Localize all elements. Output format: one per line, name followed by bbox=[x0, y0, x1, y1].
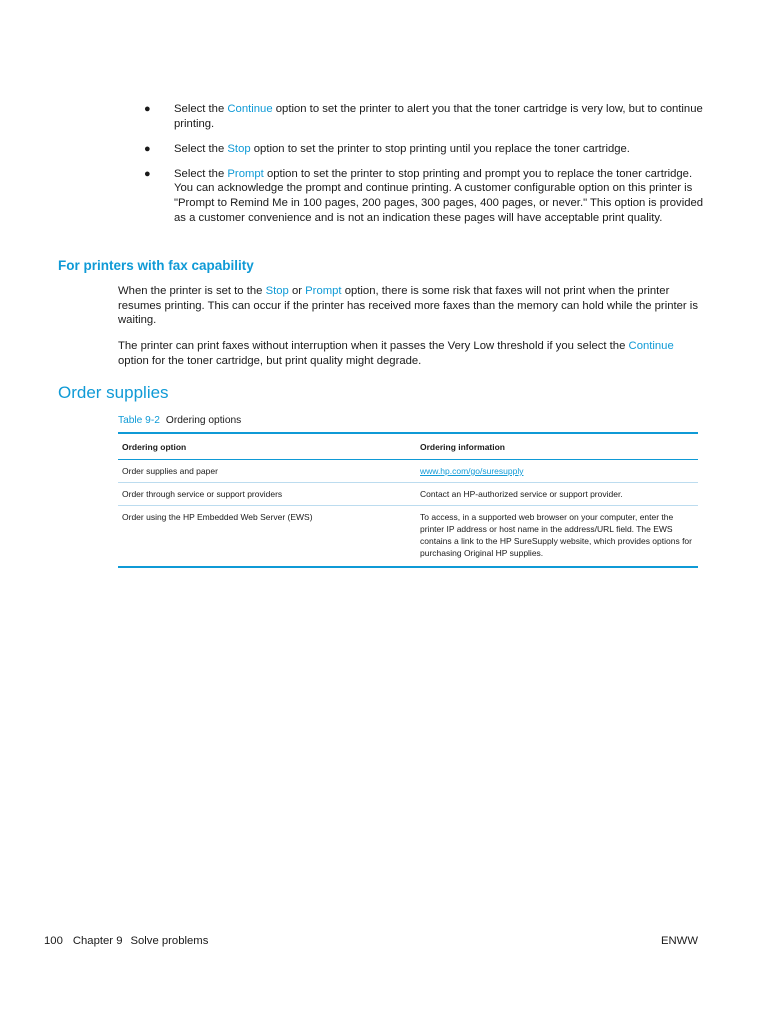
table-number: Table 9-2 bbox=[118, 415, 160, 426]
table-cell: Contact an HP-authorized service or support provider. bbox=[416, 483, 698, 506]
fax-paragraph-2: The printer can print faxes without interruption when it passes the Very Low threshold if you select the Continue option for the toner cartridge, but print quality might degrade. bbox=[118, 340, 674, 367]
table-row bbox=[118, 460, 698, 483]
column-header: Ordering information bbox=[416, 433, 698, 460]
list-item: ● Select the Stop option to set the printer to stop printing until you replace the toner cartridge. bbox=[144, 142, 630, 155]
footer-right-label: ENWW bbox=[660, 935, 698, 947]
table-row bbox=[118, 506, 698, 568]
page-number: 100 bbox=[44, 935, 63, 947]
column-header: Ordering option bbox=[118, 433, 416, 460]
table-cell bbox=[416, 460, 698, 483]
table-cell: Order supplies and paper bbox=[118, 460, 416, 483]
table-row bbox=[118, 483, 698, 506]
table-caption bbox=[118, 415, 241, 426]
table-cell: To access, in a supported web browser on your computer, enter the printer IP address or host name in the address/URL field. The EWS contains a link to the HP SureSupply website, which provides options for purchasing Original HP supplies. bbox=[420, 512, 692, 558]
bullet-icon: ● bbox=[144, 167, 151, 180]
table-cell: Order using the HP Embedded Web Server (EWS) bbox=[122, 512, 313, 522]
continue-option-link: Continue bbox=[227, 103, 273, 115]
suresupply-link[interactable]: www.hp.com/go/suresupply bbox=[420, 466, 524, 476]
stop-option-link: Stop bbox=[227, 142, 251, 155]
prompt-option-link: Prompt bbox=[305, 285, 342, 297]
table-header-row bbox=[118, 433, 698, 460]
list-item: ● Select the Prompt option to set the printer to stop printing and prompt you to replace the toner cartridge. You can acknowledge the prompt and continue printing. A customer configurable option on this printer is "Prompt to Remind Me in 100 pages, 200 pages, 300 pages, 400 pages, or never." This option is provided as a customer convenience and is not an indication these pages will have acceptable print quality. bbox=[144, 167, 704, 224]
bullet-icon: ● bbox=[144, 103, 151, 115]
fax-section-heading: For printers with fax capability bbox=[58, 258, 254, 273]
stop-option-link: Stop bbox=[265, 285, 289, 297]
toner-options-list bbox=[144, 102, 704, 236]
bullet-icon: ● bbox=[144, 142, 151, 155]
ordering-options-table bbox=[118, 432, 698, 568]
chapter-title: Solve problems bbox=[130, 935, 209, 947]
fax-paragraph-1: When the printer is set to the Stop or Prompt option, there is some risk that faxes will not print when the printer resumes printing. This can occur if the printer has received more faxes than the memory can hold while the printer is waiting. bbox=[118, 285, 698, 327]
prompt-option-link: Prompt bbox=[227, 167, 264, 180]
continue-option-link: Continue bbox=[628, 340, 674, 352]
list-item: ● Select the Continue option to set the printer to alert you that the toner cartridge is very low, but to continue printing. bbox=[144, 103, 703, 130]
chapter-label: Chapter 9 bbox=[72, 935, 123, 947]
table-title: Ordering options bbox=[165, 415, 242, 426]
order-supplies-heading: Order supplies bbox=[58, 383, 169, 402]
table-cell: Order through service or support providers bbox=[118, 483, 416, 506]
